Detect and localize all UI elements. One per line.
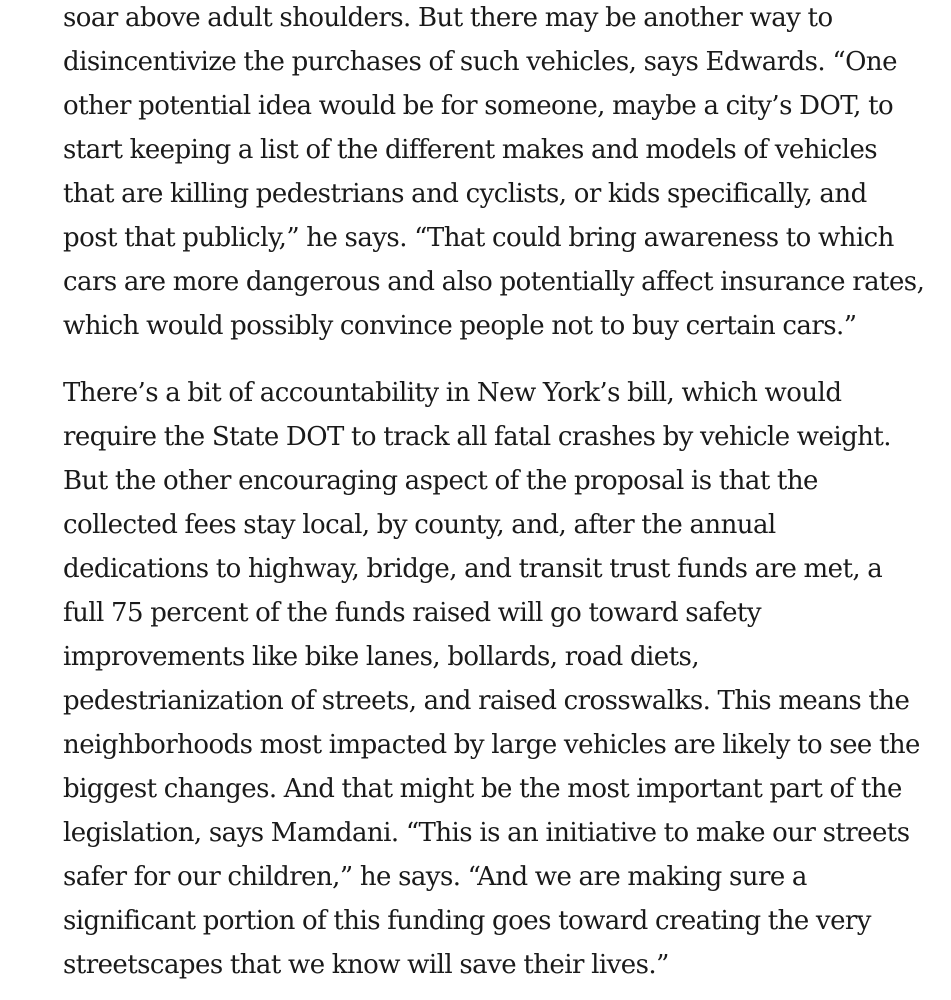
paragraph-line: that are killing pedestrians and cyclists, or kids specifically, and (63, 179, 867, 209)
paragraph-line: neighborhoods most impacted by large vehicles are likely to see the (63, 730, 920, 760)
paragraph-line: safer for our children,” he says. “And we are making sure a (63, 862, 807, 892)
paragraph-line: There’s a bit of accountability in New York’s bill, which would (63, 378, 842, 408)
paragraph-line: dedications to highway, bridge, and transit trust funds are met, a (63, 554, 883, 584)
article-paragraph (63, 0, 924, 348)
paragraph-line: pedestrianization of streets, and raised crosswalks. This means the (63, 686, 910, 716)
paragraph-line: collected fees stay local, by county, and, after the annual (63, 510, 776, 540)
paragraph-line: require the State DOT to track all fatal crashes by vehicle weight. (63, 422, 891, 452)
article-paragraph (63, 371, 920, 987)
paragraph-line: significant portion of this funding goes toward creating the very (63, 906, 871, 936)
paragraph-line: other potential idea would be for someone, maybe a city’s DOT, to (63, 91, 894, 121)
paragraph-line: biggest changes. And that might be the most important part of the (63, 774, 902, 804)
paragraph-line: post that publicly,” he says. “That could bring awareness to which (63, 223, 894, 253)
paragraph-line: disincentivize the purchases of such vehicles, says Edwards. “One (63, 47, 897, 77)
paragraph-line: cars are more dangerous and also potentially affect insurance rates, (63, 267, 925, 297)
paragraph-line: improvements like bike lanes, bollards, road diets, (63, 642, 700, 672)
paragraph-line: soar above adult shoulders. But there may be another way to (63, 3, 833, 33)
paragraph-line: start keeping a list of the different makes and models of vehicles (63, 135, 878, 165)
paragraph-line: which would possibly convince people not to buy certain cars.” (63, 311, 857, 341)
paragraph-line: legislation, says Mamdani. “This is an initiative to make our streets (63, 818, 910, 848)
paragraph-line: full 75 percent of the funds raised will go toward safety (63, 598, 761, 628)
paragraph-line: But the other encouraging aspect of the proposal is that the (63, 466, 818, 496)
paragraph-line: streetscapes that we know will save their lives.” (63, 950, 669, 980)
